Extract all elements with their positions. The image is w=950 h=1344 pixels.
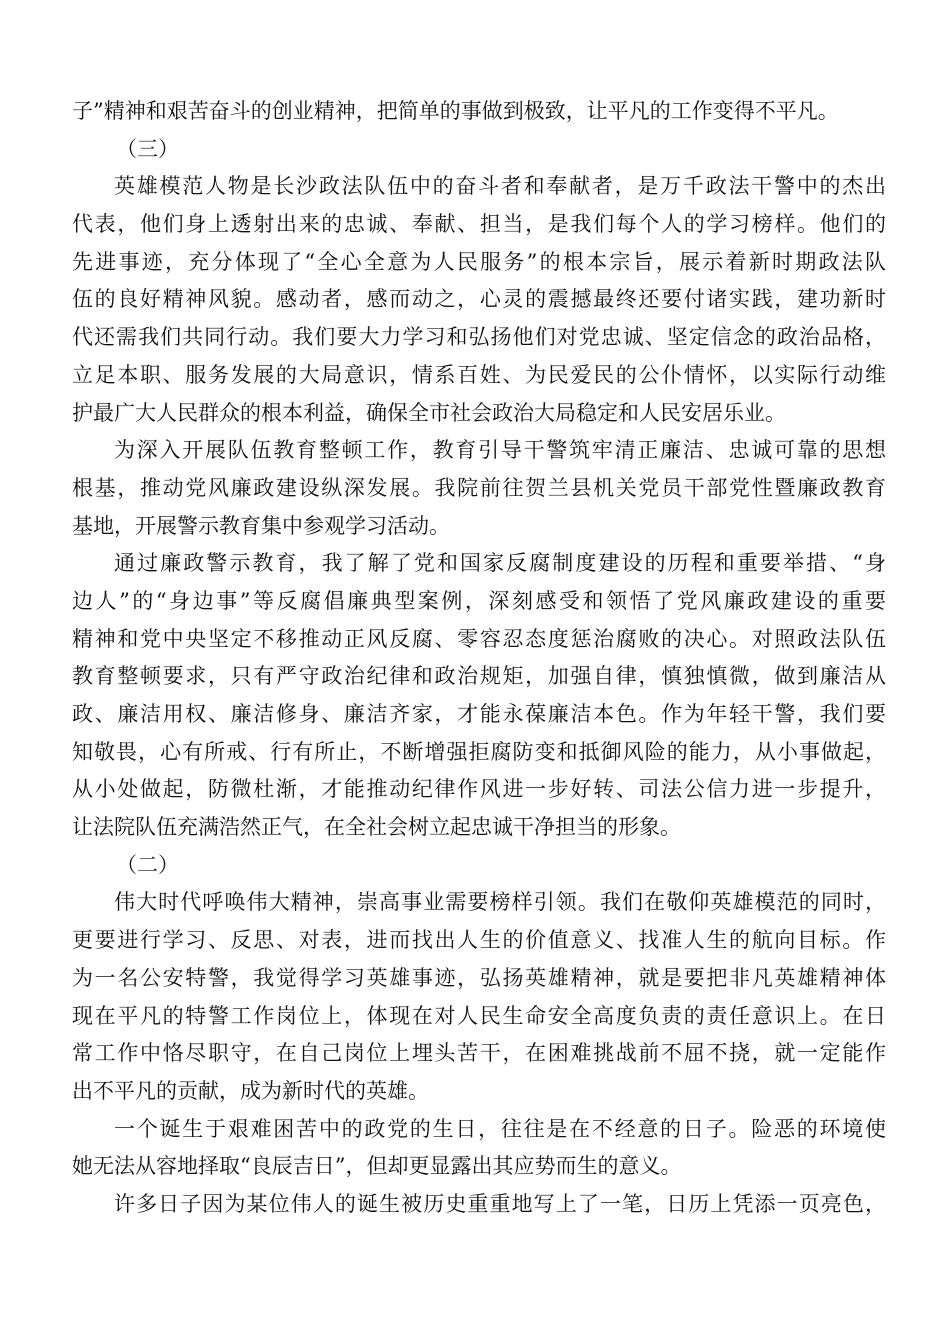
paragraph-last-line: 基地，开展警示教育集中参观学习活动。 xyxy=(72,513,450,538)
paragraph-last-line: 子”精神和艰苦奋斗的创业精神，把简单的事做到极致，让平凡的工作变得不平凡。 xyxy=(72,99,839,123)
section-heading: （二） xyxy=(116,852,179,877)
body-text-line: 先进事迹，充分体现了“全心全意为人民服务”的根本宗旨，展示着新时期政法队 xyxy=(72,249,886,274)
body-text-line: 知敬畏，心有所戒、行有所止，不断增强拒腐防变和抵御风险的能力，从小事做起， xyxy=(72,739,886,764)
paragraph-first-line: 通过廉政警示教育，我了解了党和国家反腐制度建设的历程和重要举措、“身 xyxy=(114,551,886,576)
paragraph-last-line: 让法院队伍充满浩然正气，在全社会树立起忠诚干净担当的形象。 xyxy=(72,815,681,840)
paragraph-first-line: 英雄模范人物是长沙政法队伍中的奋斗者和奉献者，是万千政法干警中的杰出 xyxy=(114,174,886,199)
paragraph-last-line: 她无法从容地择取“良辰吉日”，但却更显露出其应势而生的意义。 xyxy=(72,1154,682,1179)
body-text-line: 根基，推动党风廉政建设纵深发展。我院前往贺兰县机关党员干部党性暨廉政教育 xyxy=(72,475,886,500)
body-text-line: 为一名公安特警，我觉得学习英雄事迹，弘扬英雄精神，就是要把非凡英雄精神体 xyxy=(72,965,886,990)
paragraph-first-line: 一个诞生于艰难困苦中的政党的生日，往往是在不经意的日子。险恶的环境使 xyxy=(114,1116,886,1141)
body-text-line: 边人”的“身边事”等反腐倡廉典型案例，深刻感受和领悟了党风廉政建设的重要 xyxy=(72,588,886,613)
body-text-line: 伍的良好精神风貌。感动者，感而动之，心灵的震撼最终还要付诸实践，建功新时 xyxy=(72,287,886,312)
body-text-line: 常工作中恪尽职守，在自己岗位上埋头苦干，在困难挑战前不屈不挠，就一定能作 xyxy=(72,1041,886,1066)
body-text-line: 更要进行学习、反思、对表，进而找出人生的价值意义、找准人生的航向目标。作 xyxy=(72,928,886,953)
body-text-line: 代表，他们身上透射出来的忠诚、奉献、担当，是我们每个人的学习榜样。他们的 xyxy=(72,212,886,237)
body-text-line: 精神和党中央坚定不移推动正风反腐、零容忍态度惩治腐败的决心。对照政法队伍 xyxy=(72,626,886,651)
paragraph-first-line: 为深入开展队伍教育整顿工作，教育引导干警筑牢清正廉洁、忠诚可靠的思想 xyxy=(114,438,886,463)
paragraph-first-line: 伟大时代呼唤伟大精神，崇高事业需要榜样引领。我们在敬仰英雄模范的同时， xyxy=(114,890,886,915)
paragraph-last-line: 护最广大人民群众的根本利益，确保全市社会政治大局稳定和人民安居乐业。 xyxy=(72,400,786,425)
body-text-line: 政、廉洁用权、廉洁修身、廉洁齐家，才能永葆廉洁本色。作为年轻干警，我们要 xyxy=(72,702,886,726)
body-text-line: 现在平凡的特警工作岗位上，体现在对人民生命安全高度负责的责任意识上。在日 xyxy=(72,1003,886,1028)
paragraph-last-line: 出不平凡的贡献，成为新时代的英雄。 xyxy=(72,1078,429,1103)
document-page xyxy=(72,93,886,1224)
body-text-line: 立足本职、服务发展的大局意识，情系百姓、为民爱民的公仆情怀，以实际行动维 xyxy=(72,362,886,387)
section-heading: （三） xyxy=(116,136,179,161)
body-text-line: 从小处做起，防微杜渐，才能推动纪律作风进一步好转、司法公信力进一步提升， xyxy=(72,777,886,802)
paragraph-first-line: 许多日子因为某位伟人的诞生被历史重重地写上了一笔，日历上凭添一页亮色， xyxy=(114,1191,886,1216)
body-text-line: 教育整顿要求，只有严守政治纪律和政治规矩，加强自律，慎独慎微，做到廉洁从 xyxy=(72,664,886,689)
body-text-line: 代还需我们共同行动。我们要大力学习和弘扬他们对党忠诚、坚定信念的政治品格， xyxy=(72,325,886,350)
